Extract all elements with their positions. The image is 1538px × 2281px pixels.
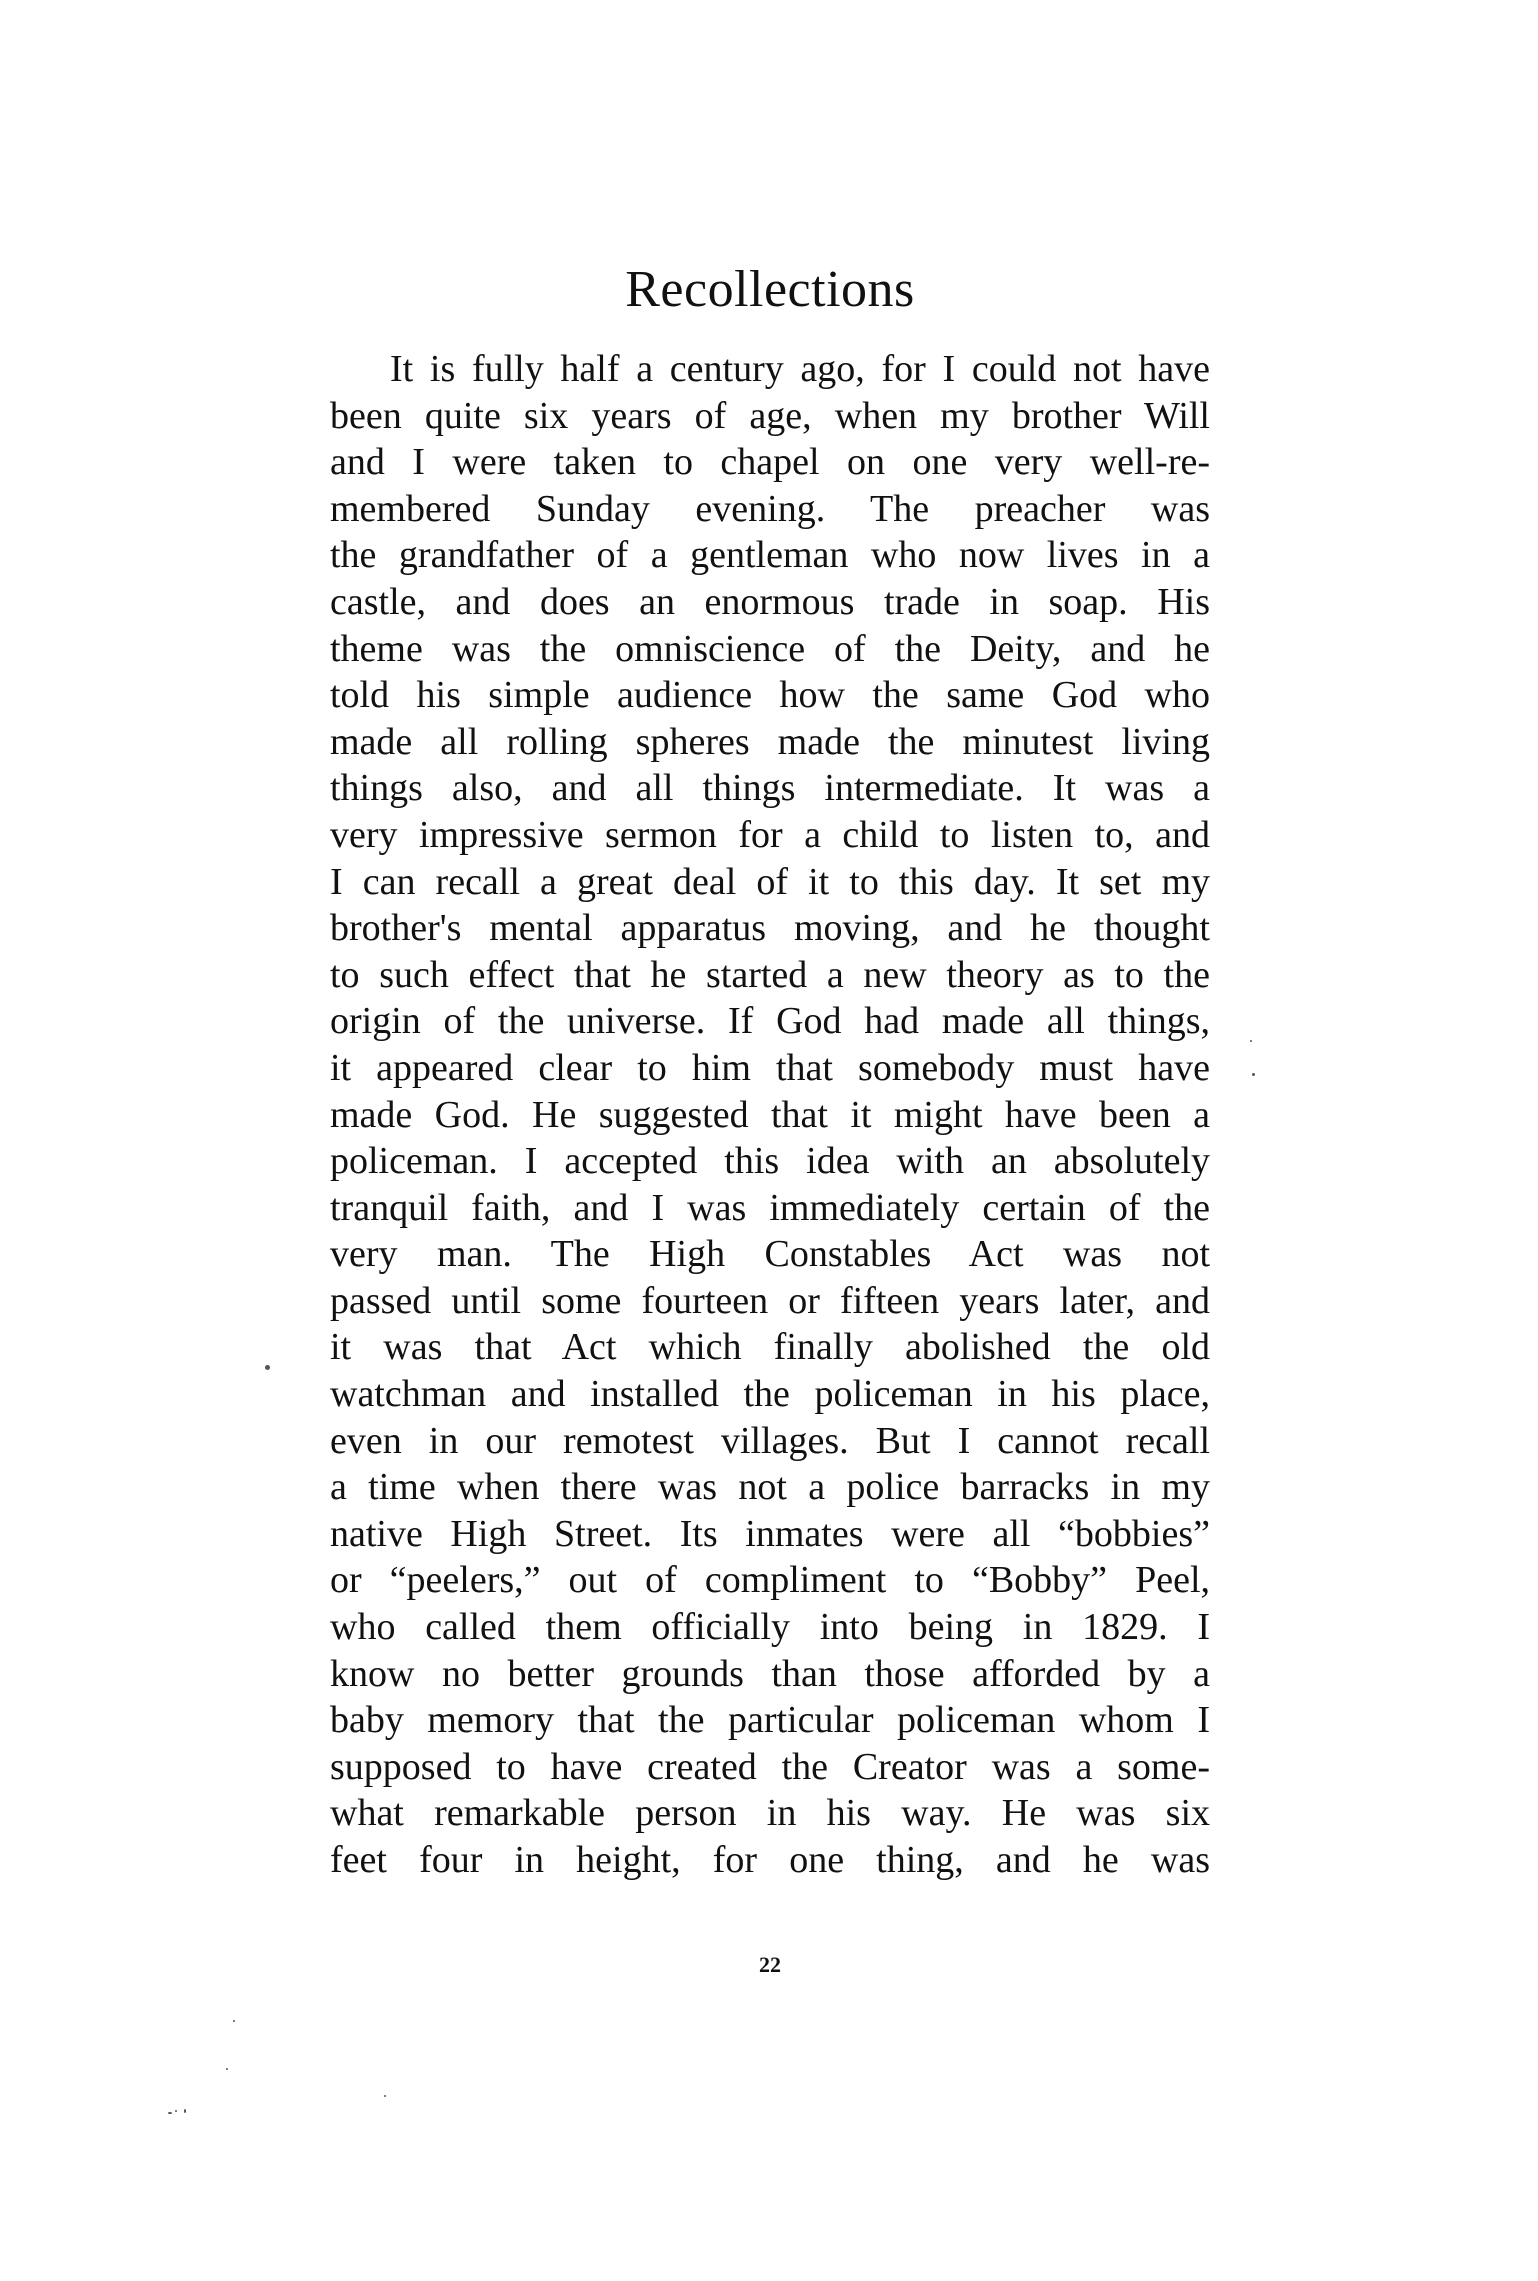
- text-line: or “peelers,” out of compliment to “Bobby” Peel,: [330, 1559, 1210, 1602]
- scan-speck: [175, 2110, 177, 2112]
- scan-speck: [168, 2112, 172, 2114]
- text-line: castle, and does an enormous trade in soap. His: [330, 580, 1210, 623]
- page-number: 22: [759, 1952, 781, 1977]
- text-line: supposed to have created the Creator was a some-: [330, 1745, 1210, 1788]
- text-line: native High Street. Its inmates were all “bobbies”: [330, 1512, 1210, 1555]
- text-line: baby memory that the particular policeman whom I: [330, 1699, 1210, 1742]
- body-text: [330, 346, 1210, 1884]
- text-line: even in our remotest villages. But I cannot recall: [330, 1419, 1210, 1462]
- text-line: tranquil faith, and I was immediately certain of the: [330, 1186, 1210, 1229]
- text-line: it was that Act which finally abolished the old: [330, 1326, 1210, 1369]
- text-line: I can recall a great deal of it to this day. It set my: [330, 860, 1210, 903]
- text-line: feet four in height, for one thing, and he was: [330, 1839, 1210, 1881]
- text-line: a time when there was not a police barracks in my: [330, 1466, 1210, 1509]
- text-line: membered Sunday evening. The preacher was: [330, 487, 1210, 530]
- text-line: to such effect that he started a new theory as to the: [330, 953, 1210, 996]
- scan-speck: [226, 2068, 228, 2070]
- text-line: very man. The High Constables Act was not: [330, 1233, 1210, 1276]
- text-line: what remarkable person in his way. He was six: [330, 1792, 1210, 1835]
- text-line: origin of the universe. If God had made all things,: [330, 1000, 1210, 1043]
- text-line: who called them officially into being in 1829. I: [330, 1606, 1210, 1649]
- text-line: it appeared clear to him that somebody must have: [330, 1046, 1210, 1089]
- text-line: know no better grounds than those afforded by a: [330, 1652, 1210, 1695]
- text-line: told his simple audience how the same God who: [330, 674, 1210, 717]
- text-line: brother's mental apparatus moving, and he thought: [330, 907, 1210, 950]
- scan-speck: [233, 2020, 235, 2022]
- text-line: made God. He suggested that it might have been a: [330, 1093, 1210, 1136]
- running-head: Recollections: [625, 261, 915, 318]
- text-line: theme was the omniscience of the Deity, and he: [330, 627, 1210, 670]
- text-line: It is fully half a century ago, for I could not have: [390, 348, 1210, 390]
- text-line: things also, and all things intermediate. It was a: [330, 767, 1210, 810]
- text-line: passed until some fourteen or fifteen years later, and: [330, 1279, 1210, 1322]
- text-line: been quite six years of age, when my brother Will: [330, 394, 1210, 437]
- text-line: very impressive sermon for a child to listen to, and: [330, 813, 1210, 856]
- scan-speck: [265, 1365, 270, 1370]
- text-line: watchman and installed the policeman in his place,: [330, 1373, 1210, 1416]
- scan-speck: [1250, 1040, 1252, 1042]
- scan-speck: [184, 2109, 186, 2113]
- text-line: policeman. I accepted this idea with an absolutely: [330, 1140, 1210, 1183]
- scan-speck: [384, 2095, 386, 2097]
- text-line: and I were taken to chapel on one very well-re-: [330, 441, 1210, 484]
- scan-speck: [1252, 1073, 1255, 1076]
- text-line: the grandfather of a gentleman who now lives in a: [330, 534, 1210, 577]
- text-line: made all rolling spheres made the minutest living: [330, 720, 1210, 763]
